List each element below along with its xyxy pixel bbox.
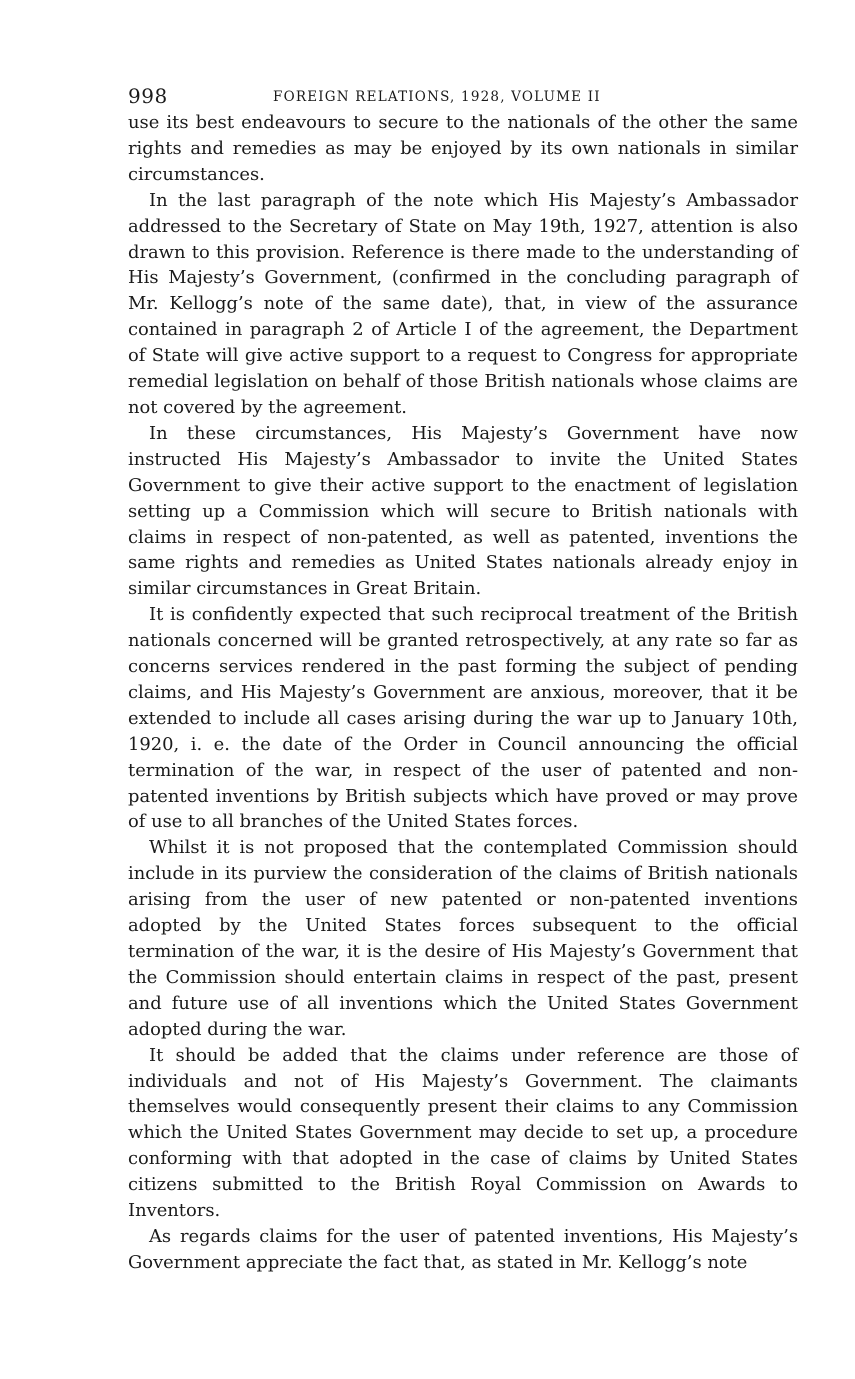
paragraph: It is confidently expected that such reciprocal treatment of the British nationals concerned will be granted retrospectively, at any rate so far as concerns services rendered in the past forming the subject of pending claims, and His Majesty’s Government are anxious, moreover, that it be extended to include all cases arising during the war up to January 10th, 1920, i. e. the date of the Order in Council announcing the official termination of the war, in respect of the user of patented and non-patented inventions by British subjects which have proved or may prove of use to all branches of the United States forces. xyxy=(128,604,798,833)
page-number: 998 xyxy=(128,84,168,108)
paragraph: In these circumstances, His Majesty’s Government have now instructed His Majesty’s Ambassador to invite the United States Government to give their active support to the enactment of legislation setting up a Commission which will secure to British nationals with claims in respect of non-patented, as well as patented, inventions the same rights and remedies as United States nationals already enjoy in similar circumstances in Great Britain. xyxy=(128,422,798,600)
paragraph: It should be added that the claims under reference are those of individuals and not of His Majesty’s Government. The claimants themselves would consequently present their claims to any Commission which the United States Government may decide to set up, a procedure conforming with that adopted in the case of claims by United States citizens submitted to the British Royal Commission on Awards to Inventors. xyxy=(128,1044,798,1222)
paragraph: In the last paragraph of the note which His Majesty’s Ambassador addressed to the Secretary of State on May 19th, 1927, attention is also drawn to this provision. Reference is there made to the understanding of His Majesty’s Government, (confirmed in the concluding paragraph of Mr. Kellogg’s note of the same date), that, in view of the assurance contained in paragraph 2 of Article I of the agreement, the Department of State will give active support to a request to Congress for appropriate remedial legislation on behalf of those British nationals whose claims are not covered by the agreement. xyxy=(128,189,798,418)
paragraph: Whilst it is not proposed that the contemplated Commission should include in its purview the consideration of the claims of British nationals arising from the user of new patented or non-patented inventions adopted by the United States forces subsequent to the official termination of the war, it is the desire of His Majesty’s Government that the Commission should entertain claims in respect of the past, present and future use of all inventions which the United States Government adopted during the war. xyxy=(128,837,798,1040)
document-page xyxy=(128,84,798,1276)
paragraph-continues: As regards claims for the user of patented inventions, His Majesty’s Government appreciate the fact that, as stated in Mr. Kellogg’s note xyxy=(128,1225,798,1273)
page-header xyxy=(128,84,798,110)
paragraph-continued: use its best endeavours to secure to the nationals of the other the same rights and remedies as may be enjoyed by its own nationals in similar circumstances. xyxy=(128,112,798,185)
running-head: FOREIGN RELATIONS, 1928, VOLUME II xyxy=(273,89,601,105)
body-text xyxy=(128,110,798,1276)
